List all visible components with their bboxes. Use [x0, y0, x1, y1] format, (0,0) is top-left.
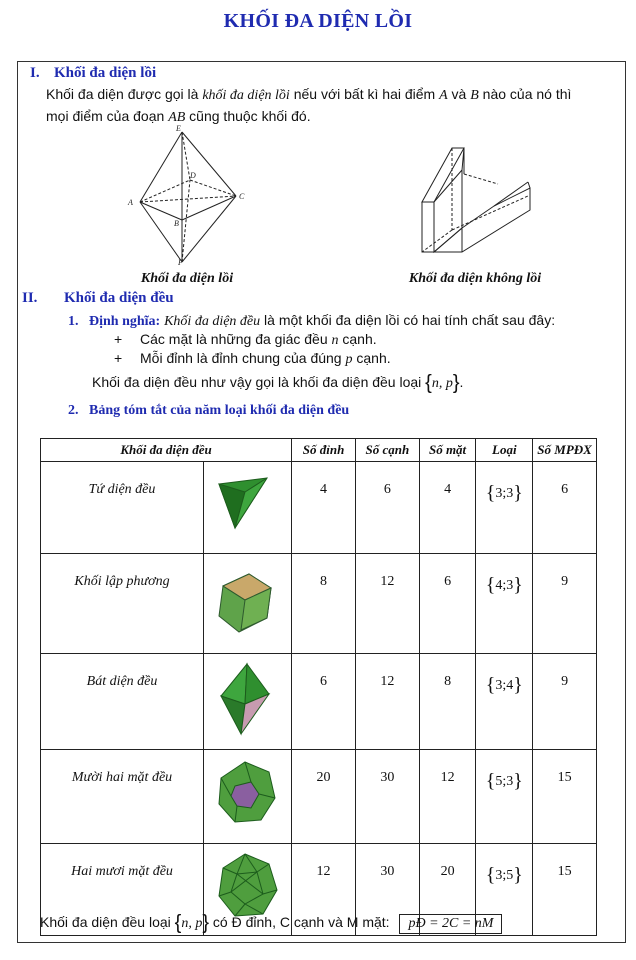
label-C: C	[239, 192, 245, 201]
row-vertices: 6	[320, 674, 328, 689]
caption-convex: Khối đa diện lồi	[140, 271, 234, 286]
table-row	[41, 554, 597, 654]
octahedron-figure	[205, 654, 291, 744]
row-vertices: 8	[320, 574, 328, 589]
row-edges: 12	[380, 574, 395, 589]
table-header-row	[41, 439, 597, 462]
row-name: Khối lập phương	[74, 574, 170, 589]
cube-figure	[205, 554, 291, 648]
row-faces: 20	[440, 864, 455, 879]
row-type: {5;3}	[485, 770, 523, 792]
row-name: Mười hai mặt đều	[71, 770, 173, 785]
row-faces: 8	[444, 674, 452, 689]
row-symmetry: 15	[557, 864, 572, 879]
header-type: Loại	[476, 439, 533, 462]
polyhedra-table	[40, 438, 597, 936]
section-1-heading: I. Khối đa diện lồi	[30, 65, 157, 81]
row-edges: 6	[383, 482, 391, 497]
bullet-faces: + Các mặt là những đa giác đều n cạnh.	[114, 331, 377, 348]
type-definition: Khối đa diện đều như vậy gọi là khối đa diện đều loại {n, p}.	[92, 372, 464, 394]
header-edges: Số cạnh	[355, 439, 419, 462]
row-edges: 12	[380, 674, 395, 689]
row-vertices: 12	[316, 864, 331, 879]
page-title: KHỐI ĐA DIỆN LỒI	[223, 10, 413, 32]
tetrahedron-figure	[205, 462, 291, 548]
table-row	[41, 462, 597, 554]
bullet-vertices: + Mỗi đỉnh là đỉnh chung của đúng p cạnh.	[114, 350, 391, 367]
non-convex-polyhedron-figure	[412, 140, 542, 264]
header-symmetry-planes: Số MPĐX	[533, 439, 597, 462]
label-A: A	[128, 198, 133, 207]
label-E: E	[176, 124, 181, 133]
label-D: D	[190, 171, 196, 180]
row-symmetry: 15	[557, 770, 572, 785]
row-name: Bát diện đều	[86, 674, 158, 689]
row-type: {4;3}	[485, 574, 523, 596]
dodecahedron-figure	[205, 750, 291, 838]
header-faces: Số mặt	[419, 439, 476, 462]
row-type: {3;5}	[485, 864, 523, 886]
row-name: Hai mươi mặt đều	[71, 864, 173, 879]
row-type: {3;4}	[485, 674, 523, 696]
row-name: Tứ diện đều	[88, 482, 156, 497]
row-edges: 30	[380, 864, 395, 879]
row-faces: 6	[444, 574, 452, 589]
convex-polyhedron-figure	[120, 122, 260, 266]
row-vertices: 20	[316, 770, 331, 785]
label-B: B	[174, 219, 179, 228]
relation-formula: pĐ = 2C = nM	[399, 914, 502, 934]
row-faces: 4	[444, 482, 452, 497]
euler-relation-line: Khối đa diện đều loại {n, p} có Đ đỉnh, C cạnh và M mặt: pĐ = 2C = nM	[40, 912, 502, 935]
section-2-heading: II. Khối đa diện đều	[22, 290, 174, 306]
table-heading: 2. Bảng tóm tắt của năm loại khối đa diện đều	[68, 403, 350, 418]
table-row	[41, 750, 597, 844]
section-1-definition: Khối đa diện được gọi là khối đa diện lồi nếu với bất kì hai điểm A và B nào của nó thì mọi điểm của đoạn AB cũng thuộc khối đó.	[46, 86, 572, 125]
row-symmetry: 9	[561, 674, 569, 689]
caption-non-convex: Khối đa diện không lồi	[408, 271, 542, 286]
row-type: {3;3}	[485, 482, 523, 504]
row-symmetry: 9	[561, 574, 569, 589]
row-symmetry: 6	[561, 482, 569, 497]
row-faces: 12	[440, 770, 455, 785]
definition-line: 1. Định nghĩa: Khối đa diện đều là một khối đa diện lồi có hai tính chất sau đây:	[68, 312, 556, 329]
table-row	[41, 654, 597, 750]
header-name: Khối đa diện đều	[41, 439, 292, 462]
label-F: F	[178, 258, 183, 266]
header-vertices: Số đỉnh	[292, 439, 356, 462]
row-vertices: 4	[320, 482, 328, 497]
row-edges: 30	[380, 770, 395, 785]
